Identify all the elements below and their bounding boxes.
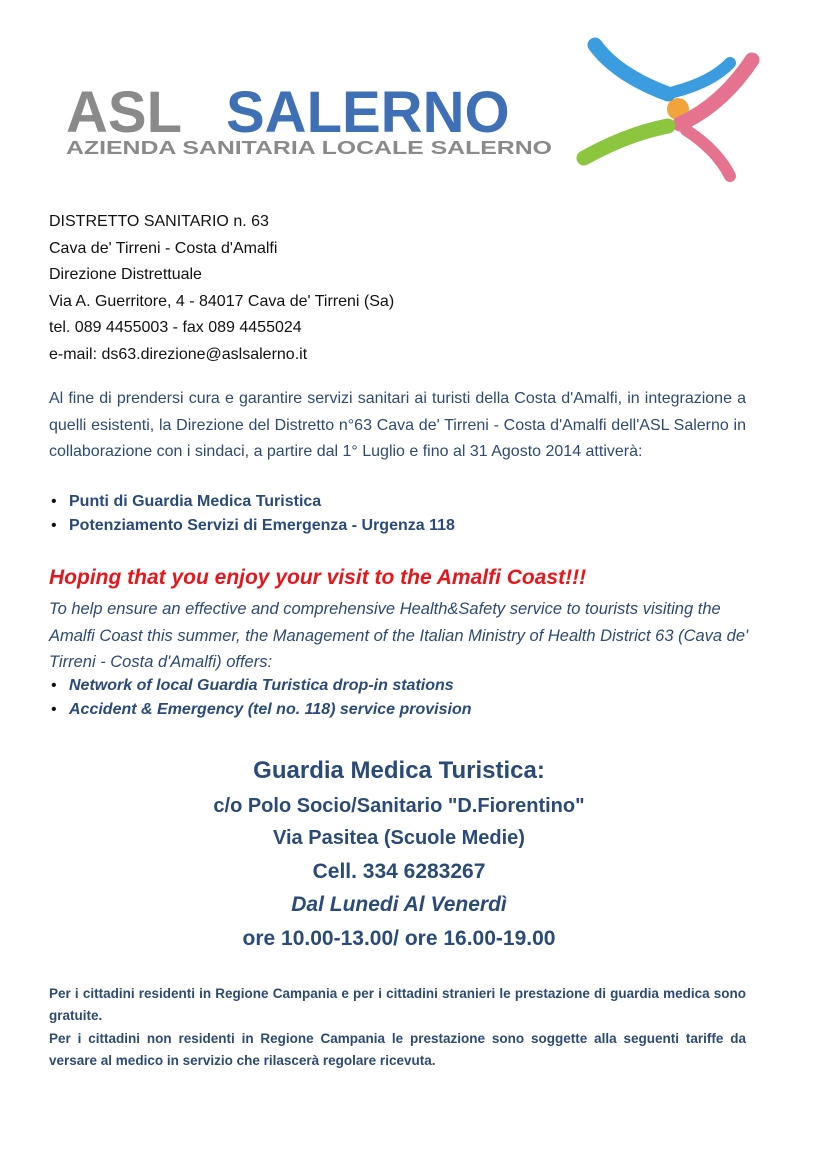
bullet-icon: • bbox=[51, 493, 57, 510]
district-name: DISTRETTO SANITARIO n. 63 bbox=[49, 213, 269, 230]
district-email: e-mail: ds63.direzione@aslsalerno.it bbox=[49, 345, 308, 363]
english-service-list bbox=[49, 674, 749, 721]
district-area: Cava de' Tirreni - Costa d'Amalfi bbox=[49, 239, 278, 257]
list-item-label: Network of local Guardia Turistica drop-in stations bbox=[69, 677, 454, 694]
logo-asl-text: ASL bbox=[66, 80, 182, 145]
italian-service-list bbox=[49, 490, 749, 537]
people-figure-icon bbox=[584, 45, 752, 176]
logo-salerno-text: SALERNO bbox=[226, 80, 510, 145]
service-phone: Cell. 334 6283267 bbox=[312, 860, 486, 883]
footer-non-residents-note: Per i cittadini non residenti in Regione Campania le prestazione sono soggette alla seguenti tariffe da versare al medico in servizio che rilascerà regolare ricevuta. bbox=[49, 1031, 746, 1068]
service-hours: ore 10.00-13.00/ ore 16.00-19.00 bbox=[242, 927, 556, 950]
bullet-icon: • bbox=[51, 516, 57, 534]
list-item bbox=[49, 514, 749, 538]
bullet-icon: • bbox=[51, 677, 57, 694]
service-days: Dal Lunedi Al Venerdì bbox=[291, 893, 507, 916]
list-item bbox=[49, 490, 749, 514]
asl-salerno-logo bbox=[62, 30, 762, 190]
service-title: Guardia Medica Turistica: bbox=[253, 757, 545, 784]
service-location: c/o Polo Socio/Sanitario "D.Fiorentino" bbox=[213, 795, 585, 817]
service-street: Via Pasitea (Scuole Medie) bbox=[273, 827, 525, 849]
list-item bbox=[49, 698, 749, 722]
district-phone: tel. 089 4455003 - fax 089 4455024 bbox=[49, 319, 302, 337]
english-headline: Hoping that you enjoy your visit to the Amalfi Coast!!! bbox=[49, 566, 587, 589]
bullet-icon: • bbox=[51, 700, 57, 718]
logo-subtitle: AZIENDA SANITARIA LOCALE SALERNO bbox=[66, 137, 552, 158]
list-item-label: Potenziamento Servizi di Emergenza - Urgenza 118 bbox=[69, 516, 455, 534]
italian-intro: Al fine di prendersi cura e garantire servizi sanitari ai turisti della Costa d'Amalfi, in integrazione a quelli esistenti, la Direzione del Distretto n°63 Cava de' Tirreni - Costa d'Amalfi dell'ASL Salerno in collaborazione con i sindaci, a partire dal 1° Luglio e fino al 31 Agosto 2014 attiverà: bbox=[49, 390, 746, 460]
district-office: Direzione Distrettuale bbox=[49, 266, 202, 284]
list-item bbox=[49, 674, 749, 698]
district-street: Via A. Guerritore, 4 - 84017 Cava de' Tirreni (Sa) bbox=[49, 292, 395, 310]
list-item-label: Accident & Emergency (tel no. 118) service provision bbox=[69, 700, 472, 718]
address-block bbox=[49, 209, 769, 369]
list-item-label: Punti di Guardia Medica Turistica bbox=[69, 493, 322, 510]
english-intro: To help ensure an effective and comprehensive Health&Safety service to tourists visiting the Amalfi Coast this summer, the Management of the Italian Ministry of Health District 63 (Cava de' Tirreni - Costa d'Amalfi) offers: bbox=[49, 600, 749, 671]
footer-residents-note: Per i cittadini residenti in Regione Campania e per i cittadini stranieri le prestazione di guardia medica sono gratuite. bbox=[49, 986, 746, 1023]
